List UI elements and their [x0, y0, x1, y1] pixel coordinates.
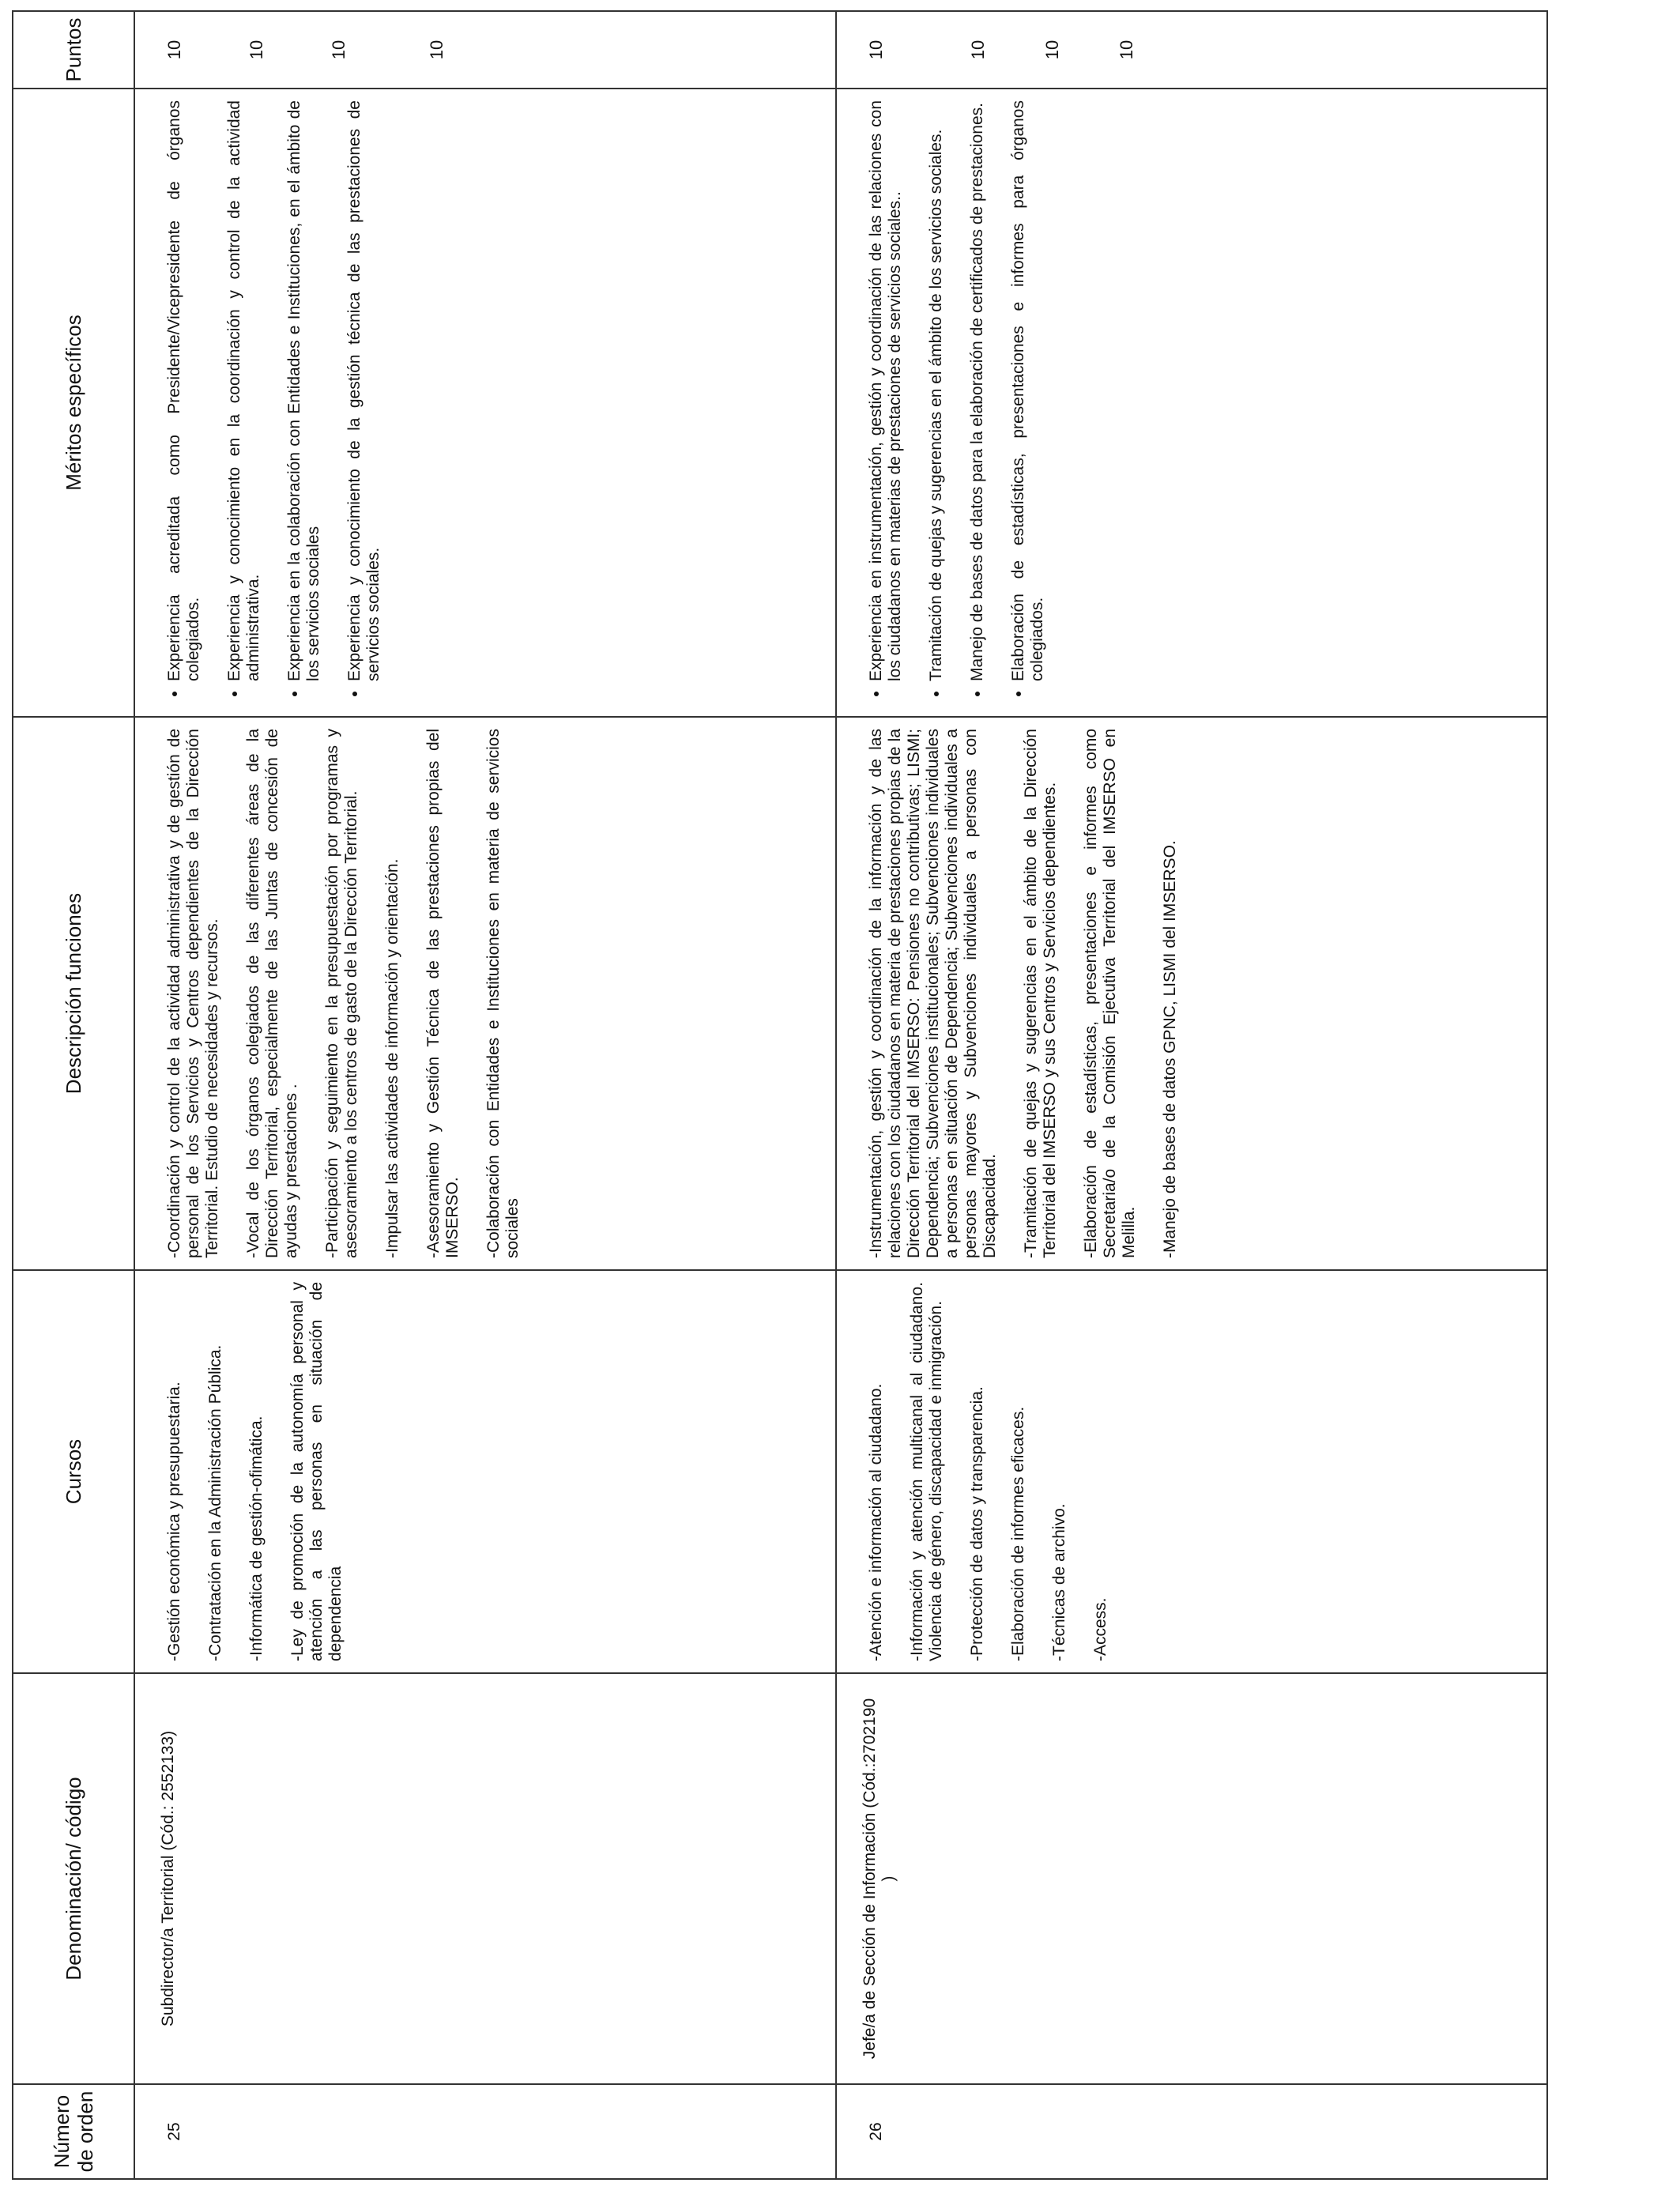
row-number: 25 — [134, 2084, 836, 2179]
points-cell — [836, 11, 1547, 89]
course-item: -Información y atención multicanal al ciudadano. Violencia de género, discapacidad e inmigración. — [908, 1282, 945, 1661]
merits-cell — [836, 89, 1547, 717]
points-value: 10 — [968, 40, 988, 60]
points-value: 10 — [329, 40, 348, 60]
points-value: 10 — [1117, 40, 1136, 60]
merit-item: • Experiencia y conocimiento de la gestión técnica de las prestaciones de servicios sociales. — [345, 100, 383, 681]
course-item: -Access. — [1091, 1597, 1109, 1661]
course-item: -Gestión económica y presupuestaria. — [165, 1382, 183, 1661]
function-item: -Instrumentación, gestión y coordinación de la información y de las relaciones con los ciudadanos en materia de prestaciones propias de la Dirección Territorial del IMSERSO: Pensiones no contributivas; LISMI; Dependencia; Subvenciones institucionales; Subvenciones individuales a personas en situación de Dependencia; Subvenciones individuales a personas mayores y Subvenciones individuales a personas con Discapacidad. — [867, 729, 999, 1258]
header-descripcion: Descripción funciones — [13, 717, 134, 1270]
positions-table — [12, 10, 1548, 2180]
function-item: -Manejo de bases de datos GPNC, LISMI del IMSERSO. — [1161, 840, 1179, 1258]
course-item: -Elaboración de informes eficaces. — [1009, 1406, 1027, 1661]
points-value: 10 — [866, 40, 886, 60]
merit-item: • Tramitación de quejas y sugerencias en el ámbito de los servicios sociales. — [927, 100, 946, 681]
merit-item: • Experiencia en instrumentación, gestión y coordinación de las relaciones con los ciudadanos en materias de prestaciones de servicios sociales.. — [867, 100, 905, 681]
function-item: -Vocal de los órganos colegiados de las diferentes áreas de la Dirección Territorial, especialmente de las Juntas de concesión de ayudas y prestaciones . — [244, 729, 300, 1258]
header-denominacion: Denominación/ código — [13, 1673, 134, 2084]
function-item: -Tramitación de quejas y sugerencias en el ámbito de la Dirección Territorial del IMSERSO y sus Centros y Servicios dependientes. — [1022, 729, 1059, 1258]
table-row — [836, 11, 1547, 2179]
function-item: -Coordinación y control de la actividad administrativa y de gestión de personal de los Servicios y Centros dependientes de la Dirección Territorial. Estudio de necesidades y recursos. — [165, 729, 221, 1258]
header-row — [13, 11, 134, 2179]
header-cursos: Cursos — [13, 1270, 134, 1673]
merit-item: • Experiencia en la colaboración con Entidades e Instituciones, en el ámbito de los servicios sociales — [285, 100, 323, 681]
merit-item: • Experiencia acreditada como Presidente/Vicepresidente de órganos colegiados. — [165, 100, 203, 681]
course-item: -Protección de datos y transparencia. — [968, 1386, 986, 1661]
position-title: Subdirector/a Territorial (Cód.: 2552133) — [134, 1673, 836, 2084]
course-item: -Informática de gestión-ofimática. — [247, 1416, 266, 1661]
course-item: -Ley de promoción de la autonomía personal y atención a las personas en situación de dependencia — [288, 1282, 345, 1661]
function-item: -Participación y seguimiento en la presupuestación por programas y asesoramiento a los centros de gasto de la Dirección Territorial. — [323, 729, 360, 1258]
function-item: -Asesoramiento y Gestión Técnica de las prestaciones propias del IMSERSO. — [424, 729, 461, 1258]
points-value: 10 — [427, 40, 446, 60]
courses-cell — [836, 1270, 1547, 1673]
merits-list — [867, 100, 1047, 705]
merit-item: • Elaboración de estadísticas, presentaciones e informes para órganos colegiados. — [1009, 100, 1047, 681]
points-value: 10 — [164, 40, 184, 60]
merit-item: • Experiencia y conocimiento en la coordinación y control de la actividad administrativa. — [225, 100, 263, 681]
header-meritos: Méritos específicos — [13, 89, 134, 717]
function-item: -Colaboración con Entidades e Instituciones en materia de servicios sociales — [484, 729, 522, 1258]
course-item: -Atención e información al ciudadano. — [867, 1383, 885, 1661]
course-item: -Técnicas de archivo. — [1050, 1503, 1068, 1661]
function-item: -Impulsar las actividades de información y orientación. — [383, 858, 401, 1258]
row-number: 26 — [836, 2084, 1547, 2179]
position-title: Jefe/a de Sección de Información (Cód.:2702190 ) — [836, 1673, 1547, 2084]
course-item: -Contratación en la Administración Pública. — [206, 1344, 224, 1661]
table-row — [134, 11, 836, 2179]
merits-cell — [134, 89, 836, 717]
points-cell — [134, 11, 836, 89]
functions-cell — [134, 717, 836, 1270]
function-item: -Elaboración de estadísticas, presentaciones e informes como Secretaria/o de la Comisión Ejecutiva Territorial del IMSERSO en Melilla. — [1082, 729, 1138, 1258]
points-value: 10 — [1042, 40, 1062, 60]
merit-item: • Manejo de bases de datos para la elaboración de certificados de prestaciones. — [968, 100, 987, 681]
header-puntos: Puntos — [13, 11, 134, 89]
functions-cell — [836, 717, 1547, 1270]
header-numero-orden: Número de orden — [13, 2084, 134, 2179]
courses-cell — [134, 1270, 836, 1673]
points-value: 10 — [247, 40, 266, 60]
merits-list — [165, 100, 383, 705]
